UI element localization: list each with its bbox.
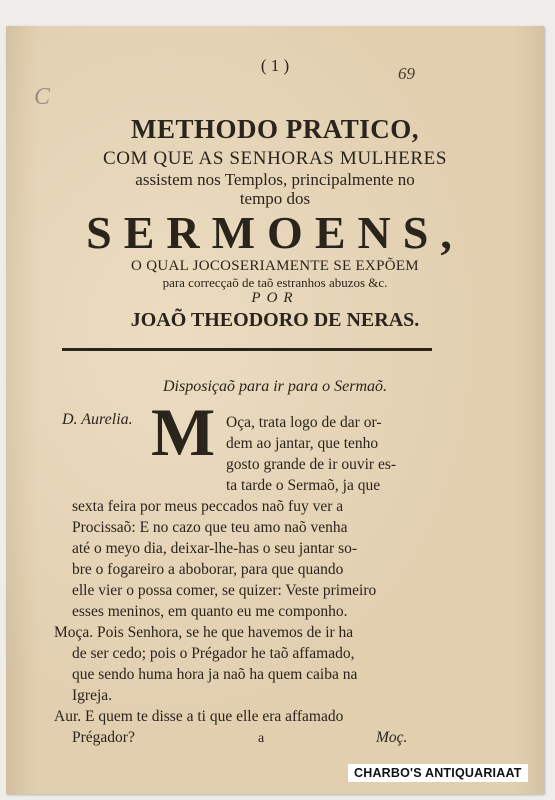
folio-number: 69 bbox=[398, 64, 415, 83]
book-page bbox=[6, 26, 544, 794]
text-line: dem ao jantar, que tenho bbox=[226, 435, 379, 452]
text-line: gosto grande de ir ouvir es- bbox=[226, 456, 397, 473]
text-line: Moça. Pois Senhora, se he que havemos de ir ha bbox=[54, 624, 354, 641]
text-line: Procissaõ: E no cazo que teu amo naõ venha bbox=[72, 519, 348, 536]
title-por: POR bbox=[251, 290, 299, 306]
author-name: JOAÕ THEODORO DE NERAS. bbox=[130, 309, 420, 331]
drop-cap: M bbox=[151, 394, 216, 470]
title-line-4: tempo dos bbox=[239, 189, 311, 208]
text-line: ta tarde o Sermaõ, ja que bbox=[226, 477, 381, 494]
title-main-word: SERMOENS, bbox=[86, 207, 464, 258]
text-line: Prégador? bbox=[72, 729, 135, 746]
title-line-2: COM QUE AS SENHORAS MULHERES bbox=[102, 148, 448, 169]
dealer-watermark: CHARBO'S ANTIQUARIAAT bbox=[348, 764, 528, 782]
title-line-3: assistem nos Templos, principalmente no bbox=[135, 170, 415, 189]
title-line-1: METHODO PRATICO, bbox=[130, 114, 419, 144]
text-line: Aur. E quem te disse a ti que elle era affamado bbox=[54, 708, 344, 725]
text-line: Oça, trata logo de dar or- bbox=[226, 414, 382, 431]
title-line-7: para correcçaõ de taõ estranhos abuzos &c. bbox=[162, 275, 388, 290]
page-number: ( 1 ) bbox=[260, 56, 290, 75]
title-line-6: O QUAL JOCOSERIAMENTE SE EXPÕEM bbox=[131, 258, 419, 274]
text-line: de ser cedo; pois o Prégador he taõ affamado, bbox=[72, 645, 355, 662]
text-line: Igreja. bbox=[72, 687, 113, 704]
signature-mark: a bbox=[258, 731, 265, 746]
text-line: que sendo huma hora ja naõ ha quem caiba na bbox=[72, 666, 358, 683]
text-line: sexta feira por meus peccados naõ fuy ver a bbox=[72, 498, 344, 515]
divider-rule bbox=[62, 348, 432, 351]
text-line: até o meyo dia, deixar-lhe-has o seu jantar so- bbox=[72, 540, 358, 557]
text-line: elle vier o possa comer, se quizer: Veste primeiro bbox=[72, 582, 377, 599]
catchword: Moç. bbox=[376, 729, 408, 746]
text-line: esses meninos, em quanto eu me componho. bbox=[72, 603, 348, 620]
margin-mark: C bbox=[34, 84, 51, 110]
speaker-label: D. Aurelia. bbox=[62, 411, 133, 428]
text-line: bre o fogareiro a aboborar, para que quando bbox=[72, 561, 344, 578]
section-subheading: Disposiçaõ para ir para o Sermaõ. bbox=[162, 378, 387, 395]
